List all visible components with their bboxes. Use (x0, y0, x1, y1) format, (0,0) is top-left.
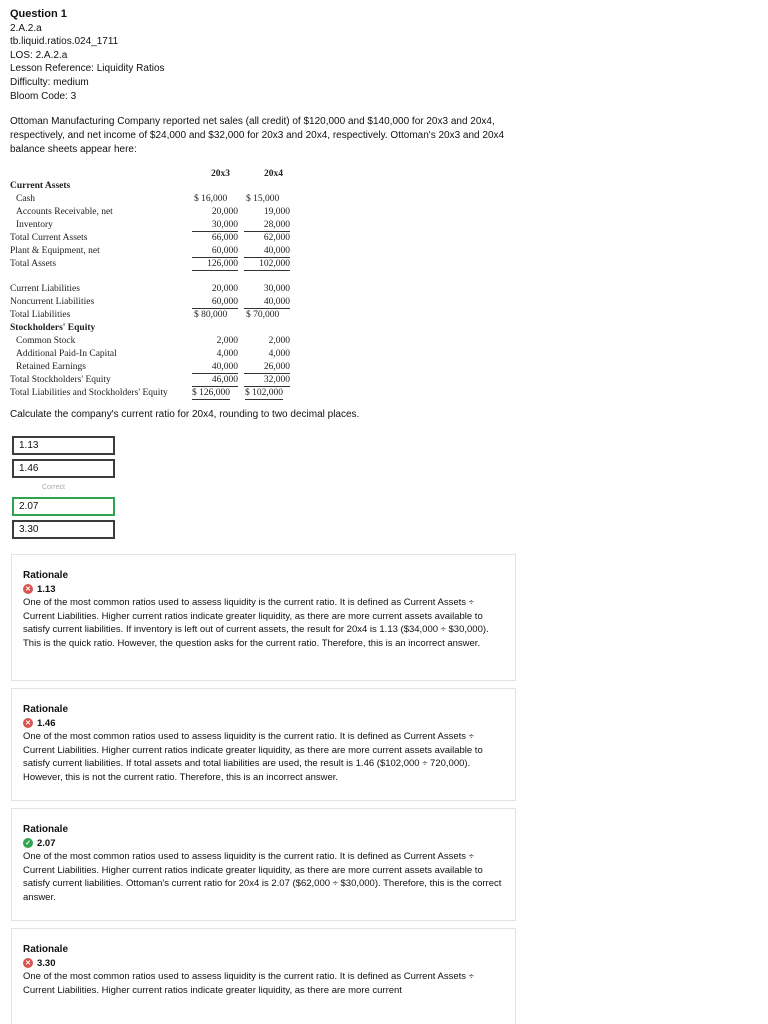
rationale-option (23, 837, 504, 851)
rationale-option-value: 2.07 (37, 837, 56, 849)
los: LOS: 2.A.2.a (10, 49, 68, 61)
rationale-option-value: 1.46 (37, 717, 56, 729)
question-prompt: Calculate the company's current ratio for 20x4, rounding to two decimal places. (10, 409, 360, 420)
rationale-text: One of the most common ratios used to assess liquidity is the current ratio. It is defined as Current Assets ÷ Current Liabilities. Higher current ratios indicate greater liquidity, as there are more current assets available to satisfy current liabilities. If inventory is left out of current assets, the result for 20x4 is 1.13 ($34,000 ÷ $30,000). This is the quick ratio. However, the question asks for the current ratio. Therefore, this is an incorrect answer. (23, 597, 489, 649)
row-label: Total Liabilities (10, 310, 71, 320)
incorrect-icon: ✕ (23, 718, 33, 728)
cell-20x4: 28,000 (244, 219, 290, 232)
answer-option-1[interactable]: 1.13 (12, 436, 115, 455)
cell-20x3: 60,000 (192, 245, 238, 258)
cell-20x3: 126,000 (192, 258, 238, 271)
cell-20x4: 40,000 (244, 296, 290, 309)
cell-20x3: $ 126,000 (192, 388, 230, 398)
row-label: Cash (16, 194, 35, 204)
row-label: Common Stock (16, 336, 76, 346)
rationale-text: One of the most common ratios used to assess liquidity is the current ratio. It is defined as Current Assets ÷ Current Liabilities. Higher current ratios indicate greater liquidity, as there are more current assets available to satisfy current liabilities. Ottoman's current ratio for 20x4 is 2.07 ($62,000 ÷ $30,000). Therefore, this is the correct answer. (23, 851, 502, 903)
cell-20x3: 66,000 (211, 233, 238, 243)
rationale-option (23, 957, 504, 971)
row-label: Total Stockholders' Equity (10, 375, 111, 385)
cell-20x4: 19,000 (263, 207, 290, 217)
cell-20x4: $ 15,000 (246, 194, 280, 204)
difficulty: Difficulty: medium (10, 76, 89, 88)
row-label: Stockholders' Equity (10, 323, 96, 333)
rationale-text: One of the most common ratios used to assess liquidity is the current ratio. It is defined as Current Assets ÷ Current Liabilities. Higher current ratios indicate greater liquidity, as there are more current (23, 971, 474, 996)
row-label: Plant & Equipment, net (10, 246, 100, 256)
cell-20x3: $ 16,000 (194, 194, 228, 204)
row-label: Current Liabilities (10, 284, 80, 294)
column-header-20x4: 20x4 (264, 169, 283, 179)
answer-option-2[interactable]: 1.46 (12, 459, 115, 478)
cell-20x4: 30,000 (263, 284, 290, 294)
rationale-card-2 (11, 688, 516, 801)
cell-20x3: 4,000 (216, 349, 238, 359)
cell-20x3: 46,000 (192, 374, 238, 387)
bank-id: tb.liquid.ratios.024_1711 (10, 36, 119, 48)
column-header-20x3: 20x3 (211, 169, 230, 179)
cell-20x4: 102,000 (244, 258, 290, 271)
rationale-title: Rationale (23, 944, 69, 955)
cell-20x4: $ 70,000 (246, 310, 280, 320)
rationale-card-4 (11, 928, 516, 1024)
cell-20x4: 4,000 (268, 349, 290, 359)
question-stem: Ottoman Manufacturing Company reported net sales (all credit) of $120,000 and $140,000 for 20x3 and 20x4, respectively, and net income of $24,000 and $32,000 for 20x3 and 20x4, respectively. Ottoman's 20x3 and 20x4 balance sheets appear here: (10, 116, 505, 155)
bloom-code: Bloom Code: 3 (10, 90, 77, 102)
row-label: Retained Earnings (16, 362, 86, 372)
rationale-card-3 (11, 808, 516, 921)
row-label: Inventory (16, 220, 53, 230)
answer-option-3[interactable]: 2.07 (12, 497, 115, 516)
rationale-option (23, 583, 504, 597)
cell-20x3: 40,000 (192, 361, 238, 374)
row-label: Noncurrent Liabilities (10, 297, 95, 307)
cell-20x3: 20,000 (211, 284, 238, 294)
cell-20x4: 26,000 (244, 361, 290, 374)
cell-20x4: 2,000 (268, 336, 290, 346)
lesson-reference: Lesson Reference: Liquidity Ratios (10, 63, 165, 75)
answer-option-4[interactable]: 3.30 (12, 520, 115, 539)
row-label: Total Current Assets (10, 233, 88, 243)
incorrect-icon: ✕ (23, 958, 33, 968)
cell-20x4: 62,000 (263, 233, 290, 243)
incorrect-icon: ✕ (23, 584, 33, 594)
question-meta (10, 8, 165, 103)
cell-20x4: $ 102,000 (245, 388, 283, 398)
cell-20x3: 60,000 (192, 296, 238, 309)
rationale-title: Rationale (23, 824, 69, 835)
cell-20x3: 2,000 (216, 336, 238, 346)
question-title: Question 1 (10, 8, 67, 20)
question-code: 2.A.2.a (10, 22, 42, 34)
row-label: Current Assets (10, 181, 71, 191)
rationale-option-value: 3.30 (37, 957, 56, 969)
row-label: Additional Paid-In Capital (16, 349, 117, 359)
rationale-option (23, 717, 504, 731)
rationale-card-1 (11, 554, 516, 681)
correct-label: Correct (42, 484, 65, 491)
cell-20x4: 40,000 (244, 245, 290, 258)
cell-20x3: 20,000 (211, 207, 238, 217)
cell-20x3: $ 80,000 (194, 310, 228, 320)
rationale-title: Rationale (23, 570, 69, 581)
rationale-title: Rationale (23, 704, 69, 715)
cell-20x3: 30,000 (192, 219, 238, 232)
correct-check-icon: ✓ (23, 838, 33, 848)
row-label: Total Liabilities and Stockholders' Equity (10, 388, 168, 398)
cell-20x4: 32,000 (244, 374, 290, 387)
rationale-text: One of the most common ratios used to assess liquidity is the current ratio. It is defined as Current Assets ÷ Current Liabilities. Higher current ratios indicate greater liquidity, as there are more current assets available to satisfy current liabilities. If total assets and total liabilities are used, the result is 1.46 ($102,000 ÷ 720,000). However, this is not the current ratio. Therefore, this is an incorrect answer. (23, 731, 483, 783)
rationale-option-value: 1.13 (37, 583, 56, 595)
balance-sheet (0, 166, 300, 396)
row-label: Total Assets (10, 259, 57, 269)
row-label: Accounts Receivable, net (16, 207, 113, 217)
